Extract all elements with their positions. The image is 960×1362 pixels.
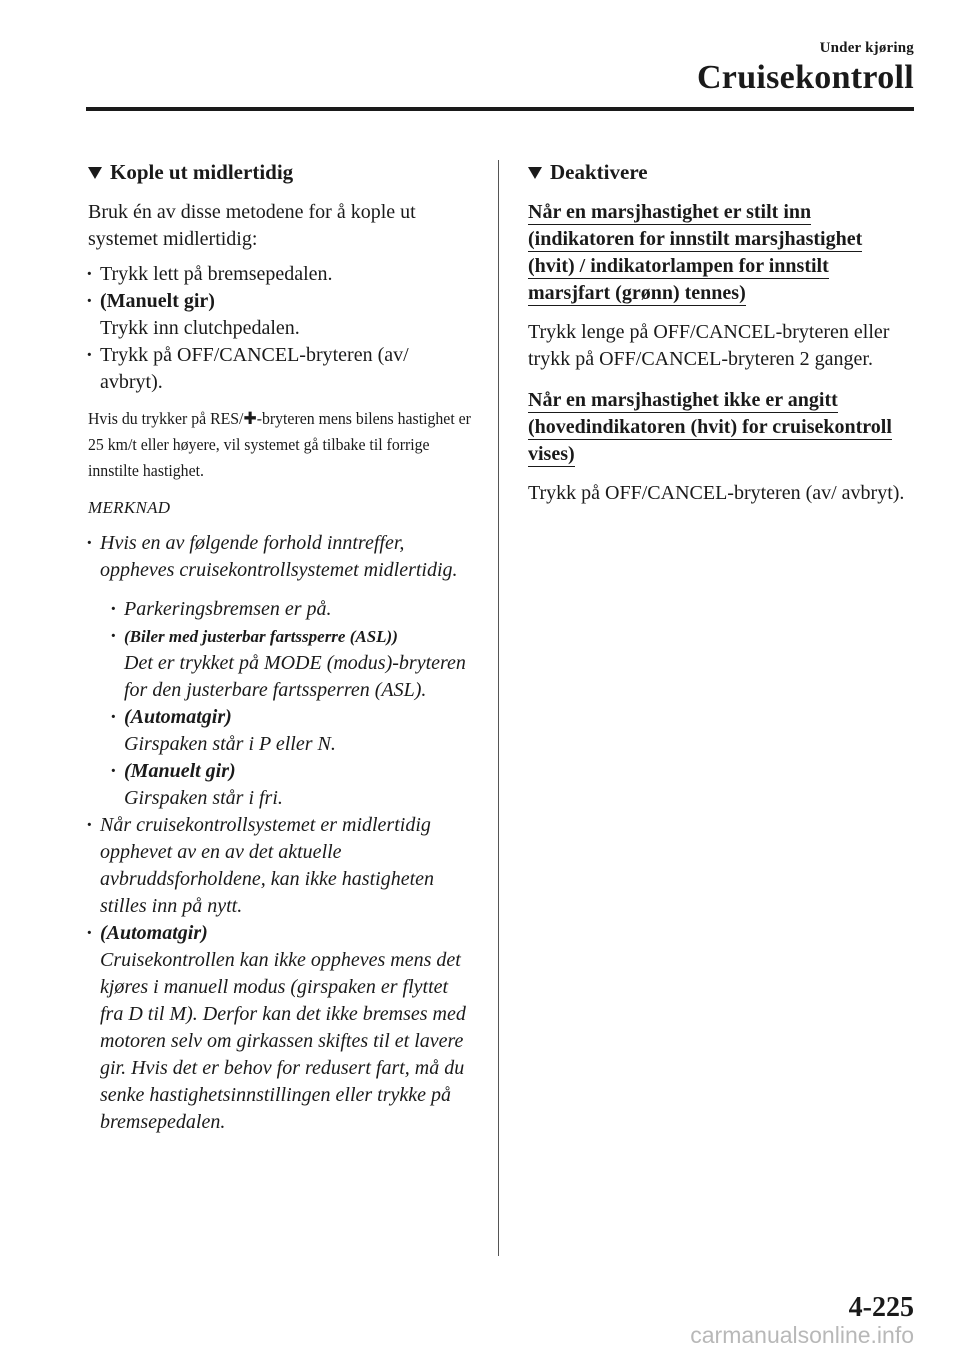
subheading-speed-not-set — [528, 387, 913, 468]
note-text: Girspaken står i P eller N. — [124, 733, 336, 755]
condition-label: · (Automatgir) — [124, 706, 232, 728]
triangle-marker-icon — [88, 167, 102, 179]
note-subitem — [112, 704, 473, 758]
section-heading-disable-temporarily — [88, 160, 473, 185]
note-item: · Hvis en av følgende forhold inntreffer, oppheves cruisekontrollsystemet midlertidig. — [88, 530, 473, 584]
watermark: carmanualsonline.info — [690, 1322, 914, 1348]
note-subitem — [112, 623, 473, 704]
triangle-marker-icon — [528, 167, 542, 179]
section-heading-deactivate — [528, 160, 913, 185]
res-note: Hvis du trykker på RES/✚-bryteren mens bilens hastighet er 25 km/t eller høyere, vil systemet gå tilbake til forrige innstilte hastighet. — [88, 409, 471, 480]
section-title: Under kjøring — [819, 40, 914, 56]
subheading-text: Når en marsjhastighet er stilt inn (indikatoren for innstilt marsjhastighet (hvit) / indikatorlampen for innstilt marsjfart (grønn) tennes) — [528, 201, 863, 304]
note-text: Det er trykket på MODE (modus)-bryteren for den justerbare fartssperren (ASL). — [124, 652, 466, 701]
paragraph: Trykk på OFF/CANCEL-bryteren (av/ avbryt). — [528, 482, 905, 504]
header-rule — [86, 107, 914, 111]
intro-paragraph: Bruk én av disse metodene for å kople ut systemet midlertidig: — [88, 201, 416, 250]
merknad-title: MERKNAD — [88, 498, 171, 517]
list-item — [88, 288, 473, 342]
heading-text: Kople ut midlertidig — [110, 160, 294, 184]
condition-label: · (Manuelt gir) — [124, 760, 236, 782]
subheading-text: Når en marsjhastighet ikke er angitt (hovedindikatoren (hvit) for cruisekontroll vises) — [528, 389, 892, 465]
right-column — [528, 160, 913, 515]
note-item: · Når cruisekontrollsystemet er midlertidig opphevet av en av det aktuelle avbruddsforholdene, kan ikke hastigheten stilles inn på nytt. — [88, 812, 473, 920]
note-text: Girspaken står i fri. — [124, 787, 283, 809]
list-item: · Trykk lett på bremsepedalen. — [88, 261, 473, 288]
subheading-speed-set — [528, 199, 913, 307]
page-header — [697, 40, 914, 97]
left-column — [88, 160, 473, 1136]
condition-label: · (Biler med justerbar fartssperre (ASL)) — [124, 627, 398, 646]
note-item — [88, 920, 473, 1136]
condition-label: · (Manuelt gir) — [100, 290, 215, 312]
heading-text: Deaktivere — [550, 160, 648, 184]
note-subitem: · Parkeringsbremsen er på. — [112, 596, 473, 623]
list-item-text: Trykk inn clutchpedalen. — [100, 317, 300, 339]
note-text: Cruisekontrollen kan ikke oppheves mens det kjøres i manuell modus (girspaken er flyttet fra D til M). Derfor kan det ikke bremses med motoren selv om girkassen skiftes til et lavere gir. Hvis det er behov for redusert fart, må du senke hastighetsinnstillingen eller trykke på bremsepedalen. — [100, 949, 466, 1133]
chapter-title: Cruisekontroll — [696, 59, 914, 96]
paragraph: Trykk lenge på OFF/CANCEL-bryteren eller trykk på OFF/CANCEL-bryteren 2 ganger. — [528, 321, 890, 370]
column-divider — [498, 160, 499, 1256]
note-subitem — [112, 758, 473, 812]
list-item: · Trykk på OFF/CANCEL-bryteren (av/ avbryt). — [88, 342, 473, 396]
page-number: 4-225 — [848, 1292, 914, 1323]
condition-label: · (Automatgir) — [100, 922, 208, 944]
